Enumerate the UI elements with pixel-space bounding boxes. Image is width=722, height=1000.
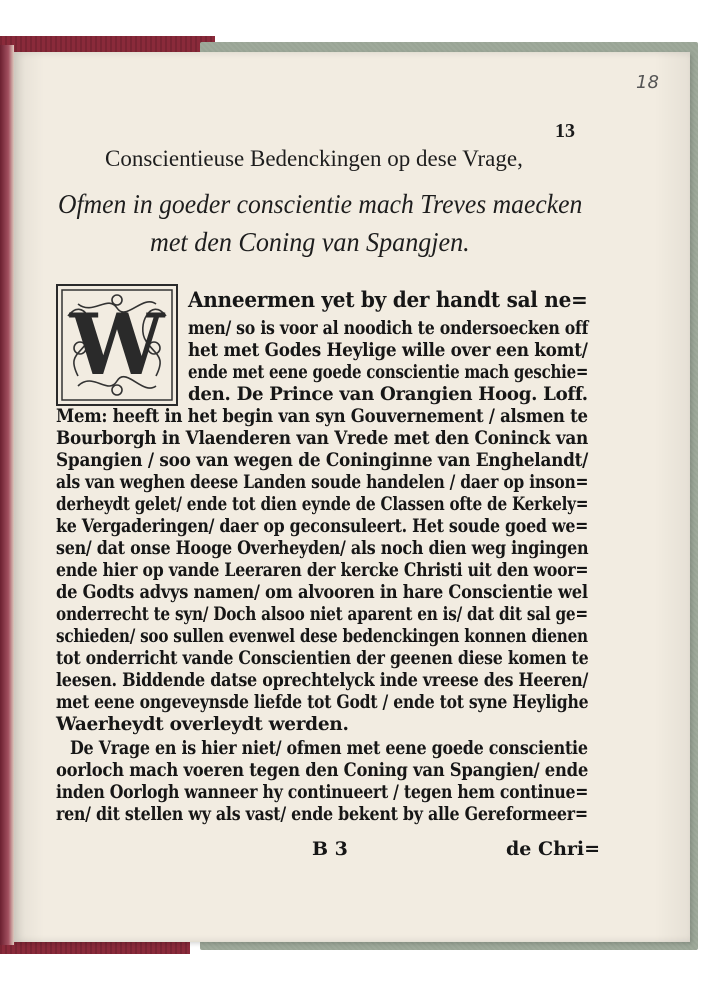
body-line: inden Oorlogh wanneer hy continueert / tegen hem continue= [56, 782, 589, 803]
catchword: de Chri= [506, 838, 601, 860]
body-line: tot onderricht vande Conscientien der geenen diese komen te [56, 648, 589, 669]
initial-letter: W [69, 295, 165, 394]
body-line: Waerheydt overleydt werden. [56, 714, 349, 735]
body-line: sen/ dat onse Hooge Overheyden/ als noch dien weg ingingen [56, 538, 589, 559]
body-line: Anneermen yet by der handt sal ne= [188, 287, 588, 312]
signature-mark: B 3 [312, 838, 348, 860]
body-line: onderrecht te syn/ Doch alsoo niet aparent en is/ dat dit sal ge= [56, 604, 588, 625]
heading-line-1: Conscientieuse Bedenckingen op dese Vrage, [105, 146, 523, 171]
body-line: als van weghen deese Landen soude handelen / daer op inson= [56, 472, 589, 493]
manuscript-page-number: 18 [636, 72, 659, 93]
decorated-initial-ornament [58, 286, 176, 404]
body-line: oorloch mach voeren tegen den Coning van Spangien/ ende [56, 760, 588, 781]
heading-line-2: Ofmen in goeder conscientie mach Treves maecken [58, 189, 583, 219]
body-line: derheydt gelet/ ende tot dien eynde de Classen ofte de Kerkely= [56, 494, 589, 515]
decorated-initial [56, 284, 178, 406]
body-line: ende hier op vande Leeraren der kercke Christi uit den woor= [56, 560, 589, 581]
body-line: De Vrage en is hier niet/ ofmen met eene goede conscientie [70, 738, 588, 759]
printed-page-number: 13 [555, 120, 575, 142]
binding-edge [0, 45, 14, 945]
body-line: men/ so is voor al noodich te ondersoecken off [188, 318, 589, 339]
body-line: de Godts advys namen/ om alvooren in hare Conscientie wel [56, 582, 588, 603]
body-line: Spangien / soo van wegen de Coninginne van Enghelandt/ [56, 450, 589, 471]
body-line: ende met eene goede conscientie mach geschie= [188, 362, 589, 383]
body-line: Mem: heeft in het begin van syn Gouvernement / alsmen te [56, 406, 588, 427]
body-line: Bourborgh in Vlaenderen van Vrede met den Coninck van [56, 428, 589, 449]
body-line: leesen. Biddende datse oprechtelyck inde vreese des Heeren/ [56, 670, 589, 691]
heading-line-3: met den Coning van Spangjen. [150, 227, 470, 257]
body-line: schieden/ soo sullen evenwel dese bedenckingen konnen dienen [56, 626, 588, 647]
body-line: den. De Prince van Orangien Hoog. Loff. [188, 384, 588, 405]
body-line: ren/ dit stellen wy als vast/ ende bekent by alle Gereformeer= [56, 804, 588, 825]
body-line: met eene ongeveynsde liefde tot Godt / ende tot syne Heylighe [56, 692, 589, 713]
body-line: het met Godes Heylige wille over een komt/ [188, 340, 588, 361]
body-line: ke Vergaderingen/ daer op geconsuleert. Het soude goed we= [56, 516, 589, 537]
